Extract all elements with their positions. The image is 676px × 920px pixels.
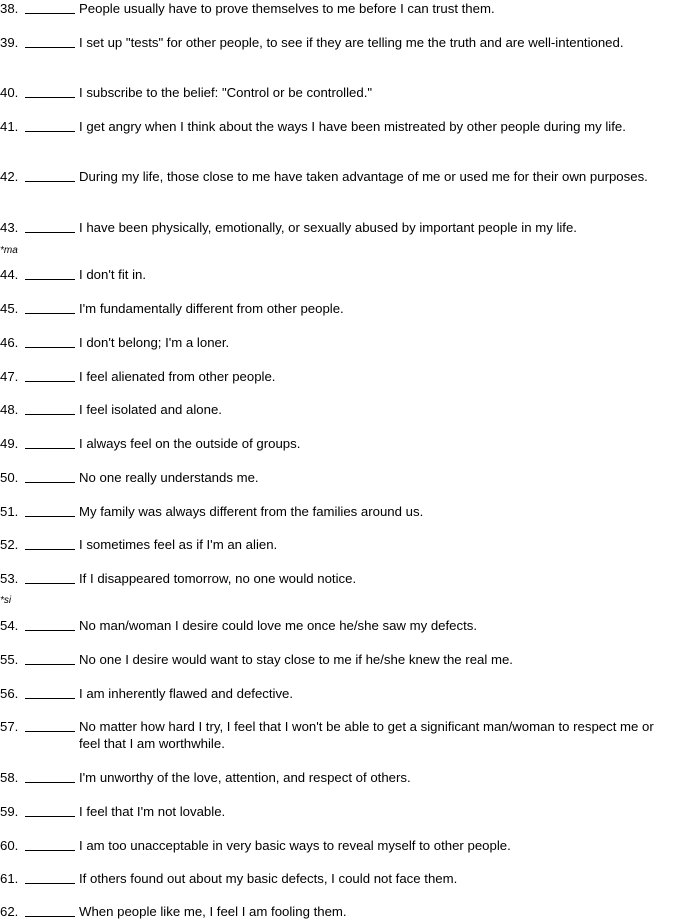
question-row-51 [0, 503, 676, 520]
question-number: 61. [0, 871, 19, 886]
answer-blank[interactable] [25, 118, 75, 132]
question-number: 58. [0, 770, 19, 785]
question-row-39 [0, 34, 676, 51]
question-row-47 [0, 368, 676, 385]
question-row-38 [0, 0, 676, 17]
question-text: I subscribe to the belief: "Control or be controlled." [79, 85, 373, 100]
question-number: 38. [0, 1, 19, 16]
question-number: 56. [0, 686, 19, 701]
question-row-48 [0, 401, 676, 418]
question-number: 45. [0, 301, 19, 316]
answer-blank[interactable] [25, 84, 75, 98]
question-row-60 [0, 837, 676, 854]
answer-blank[interactable] [25, 0, 75, 14]
question-number: 47. [0, 369, 19, 384]
question-row-57 [0, 718, 676, 752]
question-text: No matter how hard I try, I feel that I won't be able to get a significant man/woman to respect me or feel that I am worthwhile. [79, 719, 654, 751]
question-text: I'm fundamentally different from other people. [79, 301, 344, 316]
answer-blank[interactable] [25, 168, 75, 182]
question-number: 52. [0, 537, 19, 552]
question-number: 60. [0, 838, 19, 853]
answer-blank[interactable] [25, 266, 75, 280]
answer-blank[interactable] [25, 903, 75, 917]
question-row-45 [0, 300, 676, 317]
question-number: 43. [0, 220, 19, 235]
answer-blank[interactable] [25, 718, 75, 732]
question-number: 54. [0, 618, 19, 633]
answer-blank[interactable] [25, 401, 75, 415]
answer-blank[interactable] [25, 769, 75, 783]
question-text: I always feel on the outside of groups. [79, 436, 301, 451]
question-number: 42. [0, 169, 19, 184]
question-row-54 [0, 617, 676, 634]
question-text: People usually have to prove themselves to me before I can trust them. [79, 1, 495, 16]
answer-blank[interactable] [25, 368, 75, 382]
question-number: 59. [0, 804, 19, 819]
question-text: I feel alienated from other people. [79, 369, 276, 384]
question-text: I'm unworthy of the love, attention, and respect of others. [79, 770, 411, 785]
question-row-43 [0, 219, 676, 236]
question-text: I don't fit in. [79, 267, 147, 282]
question-text: I set up "tests" for other people, to see if they are telling me the truth and are well-intentioned. [79, 35, 624, 50]
question-number: 53. [0, 571, 19, 586]
question-text: No one I desire would want to stay close to me if he/she knew the real me. [79, 652, 513, 667]
answer-blank[interactable] [25, 685, 75, 699]
question-text: I feel that I'm not lovable. [79, 804, 226, 819]
question-row-59 [0, 803, 676, 820]
answer-blank[interactable] [25, 570, 75, 584]
question-number: 62. [0, 904, 19, 919]
scale-marker-ma: *ma [0, 245, 18, 256]
question-text: I don't belong; I'm a loner. [79, 335, 230, 350]
question-row-53 [0, 570, 676, 587]
answer-blank[interactable] [25, 837, 75, 851]
question-text: I sometimes feel as if I'm an alien. [79, 537, 278, 552]
question-row-49 [0, 435, 676, 452]
question-text: I am too unacceptable in very basic ways to reveal myself to other people. [79, 838, 511, 853]
question-row-61 [0, 870, 676, 887]
question-number: 40. [0, 85, 19, 100]
question-text: I feel isolated and alone. [79, 402, 222, 417]
question-number: 41. [0, 119, 19, 134]
question-number: 48. [0, 402, 19, 417]
question-number: 39. [0, 35, 19, 50]
question-number: 51. [0, 504, 19, 519]
question-row-42 [0, 168, 676, 185]
question-text: No man/woman I desire could love me once he/she saw my defects. [79, 618, 478, 633]
question-number: 55. [0, 652, 19, 667]
question-text: When people like me, I feel I am fooling them. [79, 904, 347, 919]
question-number: 57. [0, 719, 19, 734]
question-row-58 [0, 769, 676, 786]
question-text: If I disappeared tomorrow, no one would notice. [79, 571, 357, 586]
answer-blank[interactable] [25, 870, 75, 884]
question-text: If others found out about my basic defects, I could not face them. [79, 871, 458, 886]
question-text: My family was always different from the families around us. [79, 504, 424, 519]
answer-blank[interactable] [25, 34, 75, 48]
question-text: I am inherently flawed and defective. [79, 686, 294, 701]
answer-blank[interactable] [25, 536, 75, 550]
question-row-52 [0, 536, 676, 553]
question-row-44 [0, 266, 676, 283]
scale-marker-si: *si [0, 595, 12, 606]
question-text: I have been physically, emotionally, or sexually abused by important people in my life. [79, 220, 577, 235]
question-row-41 [0, 118, 676, 135]
question-row-62 [0, 903, 676, 920]
question-text: During my life, those close to me have taken advantage of me or used me for their own purposes. [79, 169, 648, 184]
answer-blank[interactable] [25, 503, 75, 517]
question-number: 49. [0, 436, 19, 451]
question-text: No one really understands me. [79, 470, 259, 485]
question-row-56 [0, 685, 676, 702]
answer-blank[interactable] [25, 469, 75, 483]
question-row-55 [0, 651, 676, 668]
question-row-46 [0, 334, 676, 351]
answer-blank[interactable] [25, 219, 75, 233]
question-number: 44. [0, 267, 19, 282]
answer-blank[interactable] [25, 300, 75, 314]
answer-blank[interactable] [25, 803, 75, 817]
answer-blank[interactable] [25, 334, 75, 348]
question-number: 50. [0, 470, 19, 485]
question-row-50 [0, 469, 676, 486]
answer-blank[interactable] [25, 651, 75, 665]
question-text: I get angry when I think about the ways I have been mistreated by other people during my life. [79, 119, 626, 134]
answer-blank[interactable] [25, 435, 75, 449]
answer-blank[interactable] [25, 617, 75, 631]
question-row-40 [0, 84, 676, 101]
question-number: 46. [0, 335, 19, 350]
